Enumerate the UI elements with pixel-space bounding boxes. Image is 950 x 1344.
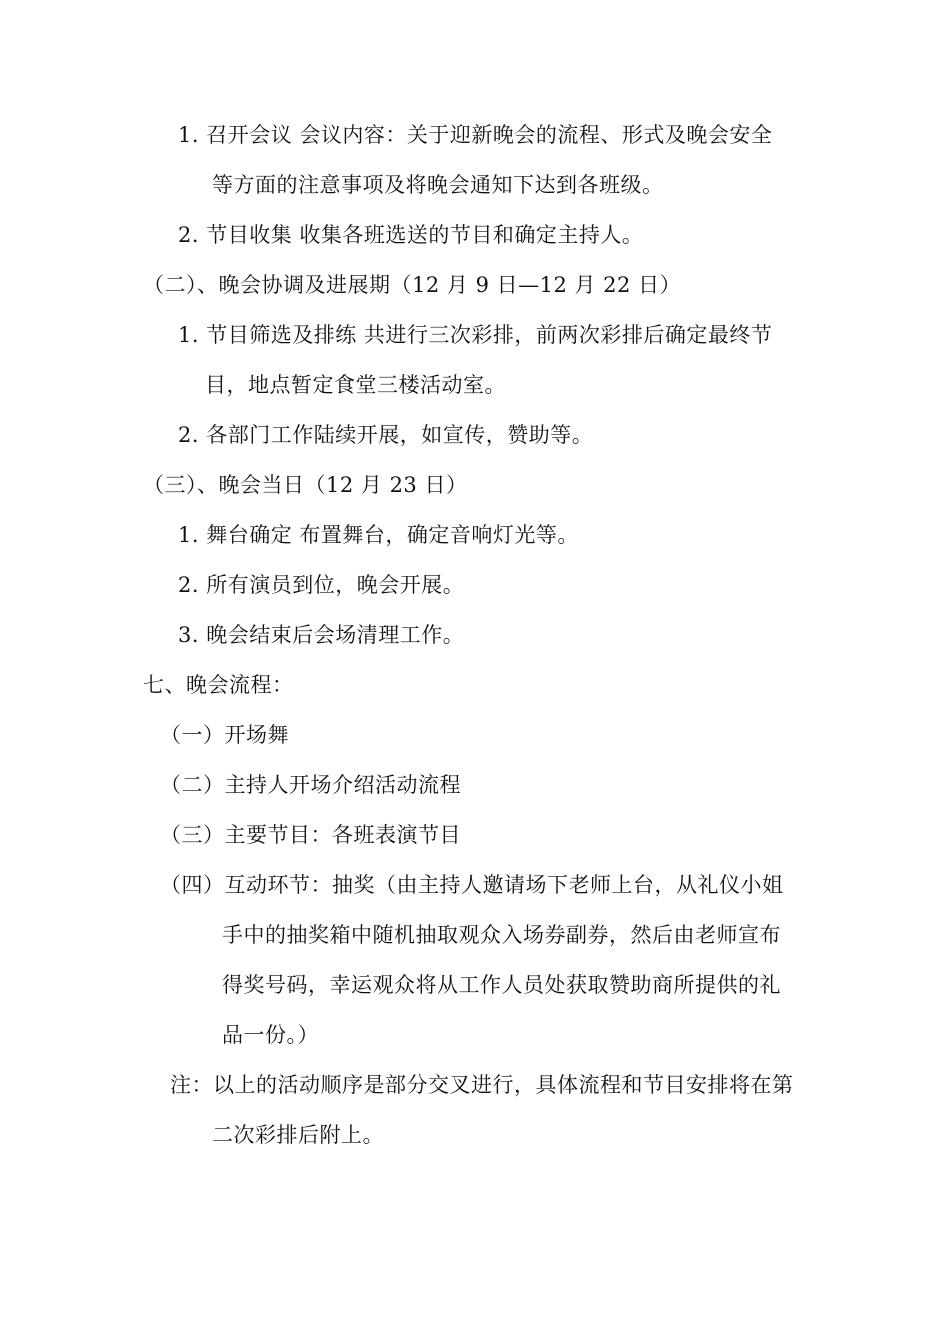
flow-item-4: （四）互动环节：抽奖（由主持人邀请场下老师上台，从礼仪小姐 bbox=[160, 873, 784, 897]
section-heading-2: （二）、晚会协调及进展期（12 月 9 日—12 月 22 日） bbox=[143, 273, 682, 297]
section-heading-7: 七、晚会流程： bbox=[143, 673, 294, 697]
flow-item-4-cont-3: 品一份。） bbox=[222, 1023, 319, 1047]
note-cont: 二次彩排后附上。 bbox=[212, 1123, 384, 1147]
flow-item-1: （一）开场舞 bbox=[160, 723, 289, 747]
list-item-stage: 1. 舞台确定 布置舞台，确定音响灯光等。 bbox=[178, 523, 579, 547]
list-item-program-collect: 2. 节目收集 收集各班选送的节目和确定主持人。 bbox=[178, 223, 644, 247]
note: 注：以上的活动顺序是部分交叉进行，具体流程和节目安排将在第 bbox=[170, 1073, 794, 1097]
list-item-cleanup: 3. 晚会结束后会场清理工作。 bbox=[178, 623, 465, 647]
flow-item-4-cont-2: 得奖号码，幸运观众将从工作人员处获取赞助商所提供的礼 bbox=[222, 973, 781, 997]
list-item-actors: 2. 所有演员到位，晚会开展。 bbox=[178, 573, 465, 597]
flow-item-4-cont-1: 手中的抽奖箱中随机抽取观众入场券副券，然后由老师宣布 bbox=[222, 923, 781, 947]
list-item-meeting: 1. 召开会议 会议内容：关于迎新晚会的流程、形式及晚会安全 bbox=[178, 123, 773, 147]
list-item-screening-cont: 目，地点暂定食堂三楼活动室。 bbox=[205, 373, 506, 397]
list-item-meeting-cont: 等方面的注意事项及将晚会通知下达到各班级。 bbox=[212, 173, 664, 197]
flow-item-2: （二）主持人开场介绍活动流程 bbox=[160, 773, 461, 797]
list-item-departments: 2. 各部门工作陆续开展，如宣传，赞助等。 bbox=[178, 423, 594, 447]
list-item-screening: 1. 节目筛选及排练 共进行三次彩排，前两次彩排后确定最终节 bbox=[178, 323, 773, 347]
flow-item-3: （三）主要节目：各班表演节目 bbox=[160, 823, 461, 847]
section-heading-3: （三）、晚会当日（12 月 23 日） bbox=[143, 473, 468, 497]
